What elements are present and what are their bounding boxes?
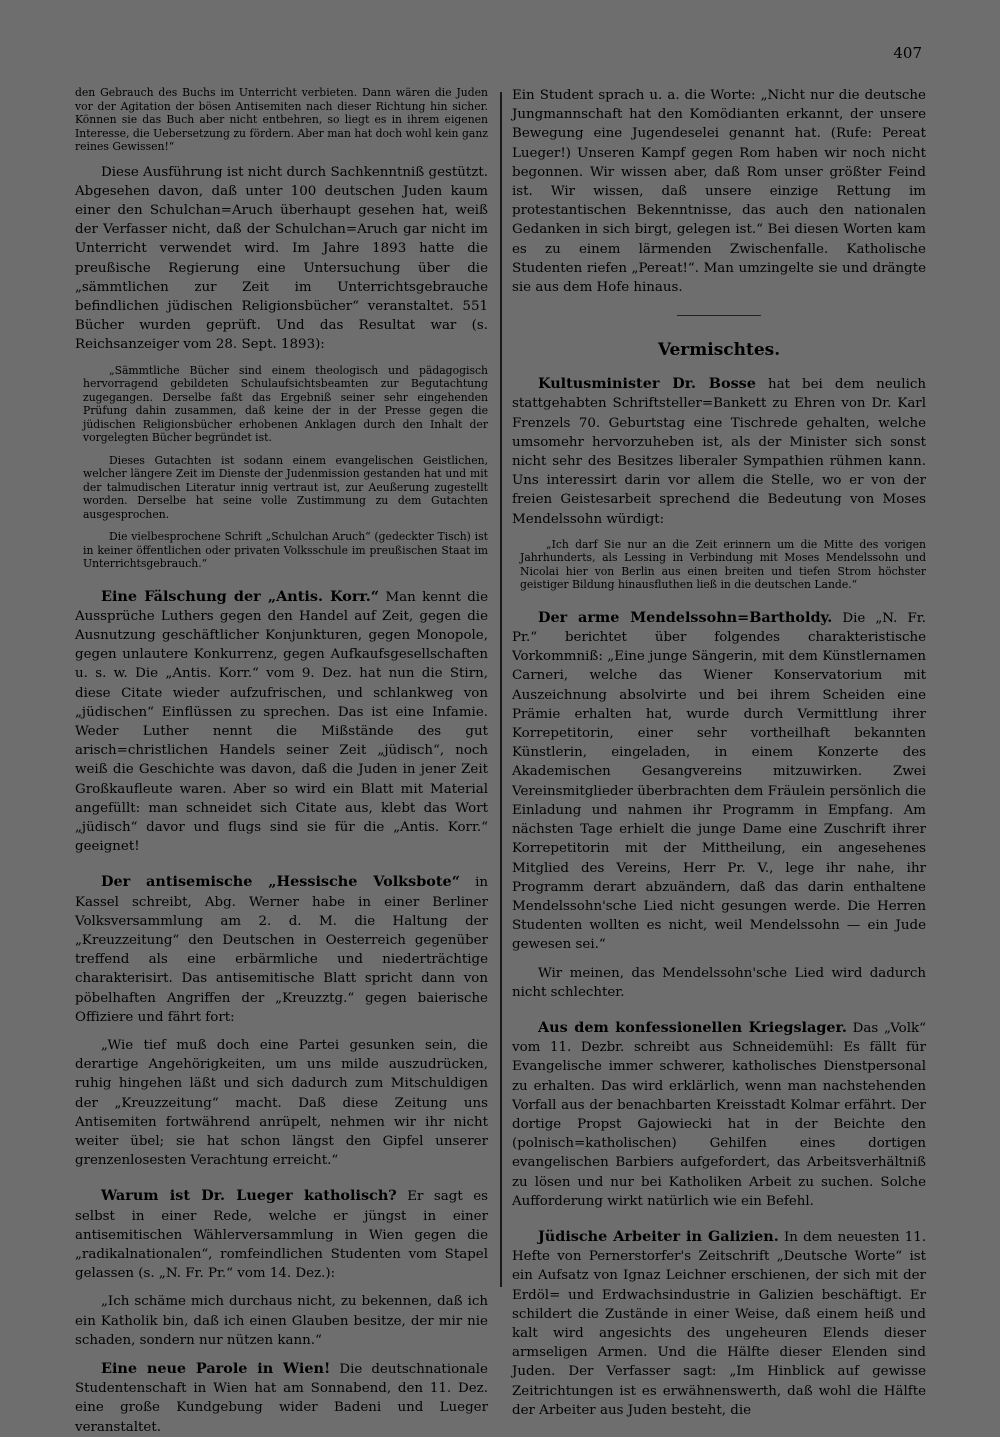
article-heading: Warum ist Dr. Lueger katholisch? — [101, 1187, 397, 1205]
section-title: Vermischtes. — [657, 340, 781, 361]
left-column — [75, 86, 488, 1437]
page-number: 407 — [893, 44, 922, 62]
quote-paragraph: „Ich darf Sie nur an die Zeit erinnern um die Mitte des vorigen Jahrhunderts, als Lessing in Verbindung mit Moses Mendelssohn und Nicolai hier von Berlin aus einen breiten und tiefen Strom höchster geistiger Bildung hinausfluthen ließ in die deutschen Lande.“ — [520, 537, 926, 592]
article-body: Die „N. Fr. Pr.“ berichtet über folgendes charakteristische Vorkommniß: „Eine junge Sängerin, mit dem Künstlernamen Carneri, welche das Wiener Konservatorium mit Auszeichnung absolvirte und bei ihrem Scheiden eine Prämie erhalten hat, wurde durch Vermittlung ihrer Korrepetitorin, einer sehr vortheilhaft bekannten Künstlerin, eingeladen, in einem Konzerte des Akademischen Gesangvereins mitzuwirken. Zwei Vereinsmitglieder überbrachten dem Fräulein persönlich die Einladung und nahmen ihr Programm in Empfang. Am nächsten Tage erhielt die junge Dame eine Zuschrift ihrer Korrepetitorin mit der Mittheilung, ein angesehenes Mitglied des Vereins, Herr Pr. V., lege ihr nahe, ihr Programm derart abzuändern, daß das darin enthaltene Mendelssohn'sche Lied nicht gesungen werde. Die Herren Studenten wollten es nicht, weil Mendelssohn — ein Jude gewesen sei.“ — [512, 610, 926, 953]
article-body: Er sagt es selbst in einer Rede, welche er jüngst in einer antisemitischen Wählerversammlung in Wien gegen die „radikalnationalen“, romfeindlichen Studenten vom Stapel gelassen (s. „N. Fr. Pr.“ vom 14. Dez.): — [75, 1189, 488, 1282]
article — [512, 608, 926, 955]
article — [512, 1227, 926, 1420]
article-body: Die deutschnationale Studentenschaft in Wien hat am Sonnabend, den 11. Dez. eine große Kundgebung wider Badeni und Lueger veranstaltet. — [75, 1362, 488, 1435]
article-heading: Jüdische Arbeiter in Galizien. — [538, 1227, 779, 1245]
quote-paragraph: „Ich schäme mich durchaus nicht, zu bekennen, daß ich ein Katholik bin, daß ich einen Glauben besitze, der mir nie schaden, sondern nur nützen kann.“ — [75, 1294, 488, 1348]
article — [512, 374, 926, 529]
article-heading: Kultusminister Dr. Bosse — [538, 375, 756, 393]
article — [75, 872, 488, 1027]
paragraph: Wir meinen, das Mendelssohn'sche Lied wird dadurch nicht schlechter. — [512, 965, 926, 1000]
article-heading: Der antisemische „Hessische Volksbote“ — [101, 873, 460, 891]
article — [75, 587, 488, 857]
quote-paragraph: Dieses Gutachten ist sodann einem evangelischen Geistlichen, welcher längere Zeit im Dienste der Judenmission gestanden hat und mit der talmudischen Literatur innig vertraut ist, zur Aeußerung zugestellt worden. Derselbe hat seine volle Zustimmung zu dem Gutachten ausgesprochen. — [83, 453, 488, 521]
article-body: In dem neuesten 11. Hefte von Pernerstorfer's Zeitschrift „Deutsche Worte“ ist ein Aufsatz von Ignaz Leichner erschienen, der sich mit der Erdöl= und Erdwachsindustrie in Galizien beschäftigt. Er schildert die Zustände in einer Weise, daß einem heiß und kalt wird angesichts des ungeheuren Elends dieser armseligen Armen. Und die Hälfte dieser Elenden sind Juden. Der Verfasser sagt: „Im Hinblick auf gewisse Zeitrichtungen ist es erwähnenswerth, daß wohl die Hälfte der Arbeiter aus Juden besteht, die — [512, 1229, 926, 1418]
article-body: in Kassel schreibt, Abg. Werner habe in einer Berliner Volksversammlung am 2. d. M. die Haltung der „Kreuzzeitung“ den Deutschen in Oesterreich gegenüber treffend als eine erbärmliche und niederträchtige charakterisirt. Das antisemitische Blatt spricht dann von pöbelhaften Angriffen der „Kreuzztg.“ gegen baierische Offiziere und fährt fort: — [75, 875, 488, 1025]
paragraph: Ein Student sprach u. a. die Worte: „Nicht nur die deutsche Jungmannschaft hat den Komödianten erkannt, der unsere Bewegung eine Jugendeselei genannt hat. (Rufe: Pereat Lueger!) Unseren Kampf gegen Rom haben wir noch nicht begonnen. Wir wissen aber, daß Rom unser größter Feind ist. Wir wissen, daß unsere einzige Rettung im protestantischen Bekenntnisse, das auch den nationalen Gedanken in sich birgt, gelegen ist.“ Bei diesen Worten kam es zu einem lärmenden Zwischenfalle. Katholische Studenten riefen „Pereat!“. Man umzingelte sie und drängte sie aus dem Hofe hinaus. — [512, 88, 926, 296]
article-body: Das „Volk“ vom 11. Dezbr. schreibt aus Schneidemühl: Es fällt für Evangelische immer schwerer, katholisches Dienstpersonal zu erhalten. Das wird erklärlich, wenn man nachstehenden Vorfall aus der benachbarten Kreisstadt Kolmar erfährt. Der dortige Propst Gajowiecki hat in der Beichte den (polnisch=katholischen) Gehilfen eines dortigen evangelischen Barbiers aufgefordert, das Arbeitsverhältniß zu lösen und nur bei Katholiken Arbeit zu suchen. Solche Aufforderung wirkt natürlich wie ein Befehl. — [512, 1020, 926, 1209]
article-heading: Eine neue Parole in Wien! — [101, 1360, 331, 1378]
quote-paragraph: „Sämmtliche Bücher sind einem theologisch und pädagogisch hervorragend gebildeten Schulaufsichtsbeamten zur Begutachtung zugegangen. Derselbe faßt das Ergebniß seiner sehr eingehenden Prüfung dahin zusammen, daß keine der in der Presse gegen die jüdischen Religionsbücher erhobenen Anklagen durch den Inhalt der vorgelegten Bücher begründet ist. — [83, 363, 488, 445]
article-body: hat bei dem neulich stattgehabten Schriftsteller=Bankett zu Ehren von Dr. Karl Frenzels 70. Geburtstag eine Tischrede gehalten, welche umsomehr hervorzuheben ist, als der Minister sich sonst nicht sehr des Besitzes liberaler Sympathien rühmen kann. Uns interessirt darin vor allem die Stelle, wo er von der freien Geistesarbeit sprechend die Bedeutung von Moses Mendelssohn würdigt: — [512, 377, 926, 527]
article — [512, 1018, 926, 1211]
separator-line — [677, 315, 761, 316]
article-heading: Aus dem konfessionellen Kriegslager. — [538, 1018, 847, 1036]
paragraph: Diese Ausführung ist nicht durch Sachkenntniß gestützt. Abgesehen davon, daß unter 100 deutschen Juden kaum einer den Schulchan=Aruch überhaupt gesehen hat, weiß der Verfasser nicht, daß der Schulchan=Aruch gar nicht im Unterricht verwendet wird. Im Jahre 1893 hatte die preußische Regierung eine Untersuchung über die „sämmtlichen zur Zeit im Unterrichtsgebrauche befindlichen jüdischen Religionsbücher“ veranstaltet. 551 Bücher wurden geprüft. Und das Resultat war (s. Reichsanzeiger vom 28. Sept. 1893): — [75, 164, 488, 353]
quote-paragraph: „Wie tief muß doch eine Partei gesunken sein, die derartige Angehörigkeiten, um uns milde auszudrücken, ruhig hingehen läßt und sich dadurch zum Mitschuldigen der „Kreuzzeitung“ macht. Daß diese Zeitung uns Antisemiten fortwährend anrüpelt, nehmen wir ihr nicht weiter übel; sie hat schon längst den Gipfel unserer grenzenlosesten Verachtung erreicht.“ — [75, 1038, 488, 1169]
column-divider — [500, 92, 502, 1287]
quote-paragraph: Die vielbesprochene Schrift „Schulchan Aruch“ (gedeckter Tisch) ist in keiner öffentlichen oder privaten Volksschule im preußischen Staat im Unterrichtsgebrauch.“ — [83, 530, 488, 571]
right-column — [512, 86, 926, 1420]
article — [75, 1359, 488, 1437]
article-heading: Der arme Mendelssohn=Bartholdy. — [538, 608, 833, 626]
paragraph: den Gebrauch des Buchs im Unterricht verbieten. Dann wären die Juden vor der Agitation der bösen Antisemiten nach dieser Richtung hin sicher. Können sie das Buch aber nicht entbehren, so liegt es in ihrem eigenen Interesse, die Uebersetzung zu fördern. Aber man hat doch wohl kein ganz reines Gewissen!“ — [75, 86, 488, 153]
article-heading: Eine Fälschung der „Antis. Korr.“ — [101, 587, 380, 605]
article — [75, 1186, 488, 1283]
article-body: Man kennt die Aussprüche Luthers gegen den Handel auf Zeit, gegen die Ausnutzung geschäftlicher Konjunkturen, gegen Monopole, gegen unlautere Konkurrenz, gegen Aufkaufsgesellschaften u. s. w. Die „Antis. Korr.“ vom 9. Dez. hat nun die Stirn, diese Citate wieder aufzufrischen, und schlankweg von „jüdischen“ Einflüssen zu sprechen. Das ist eine Infamie. Weder Luther nennt die Mißstände des gut arisch=christlichen Handels seiner Zeit „jüdisch“, noch weiß die Geschichte was davon, daß die Juden in jener Zeit Großkaufleute waren. Aber so wird ein Blatt mit Material angefüllt: man schneidet sich Citate aus, klebt das Wort „jüdisch“ davor und flugs sind sie für die „Antis. Korr.“ geeignet! — [75, 589, 489, 855]
